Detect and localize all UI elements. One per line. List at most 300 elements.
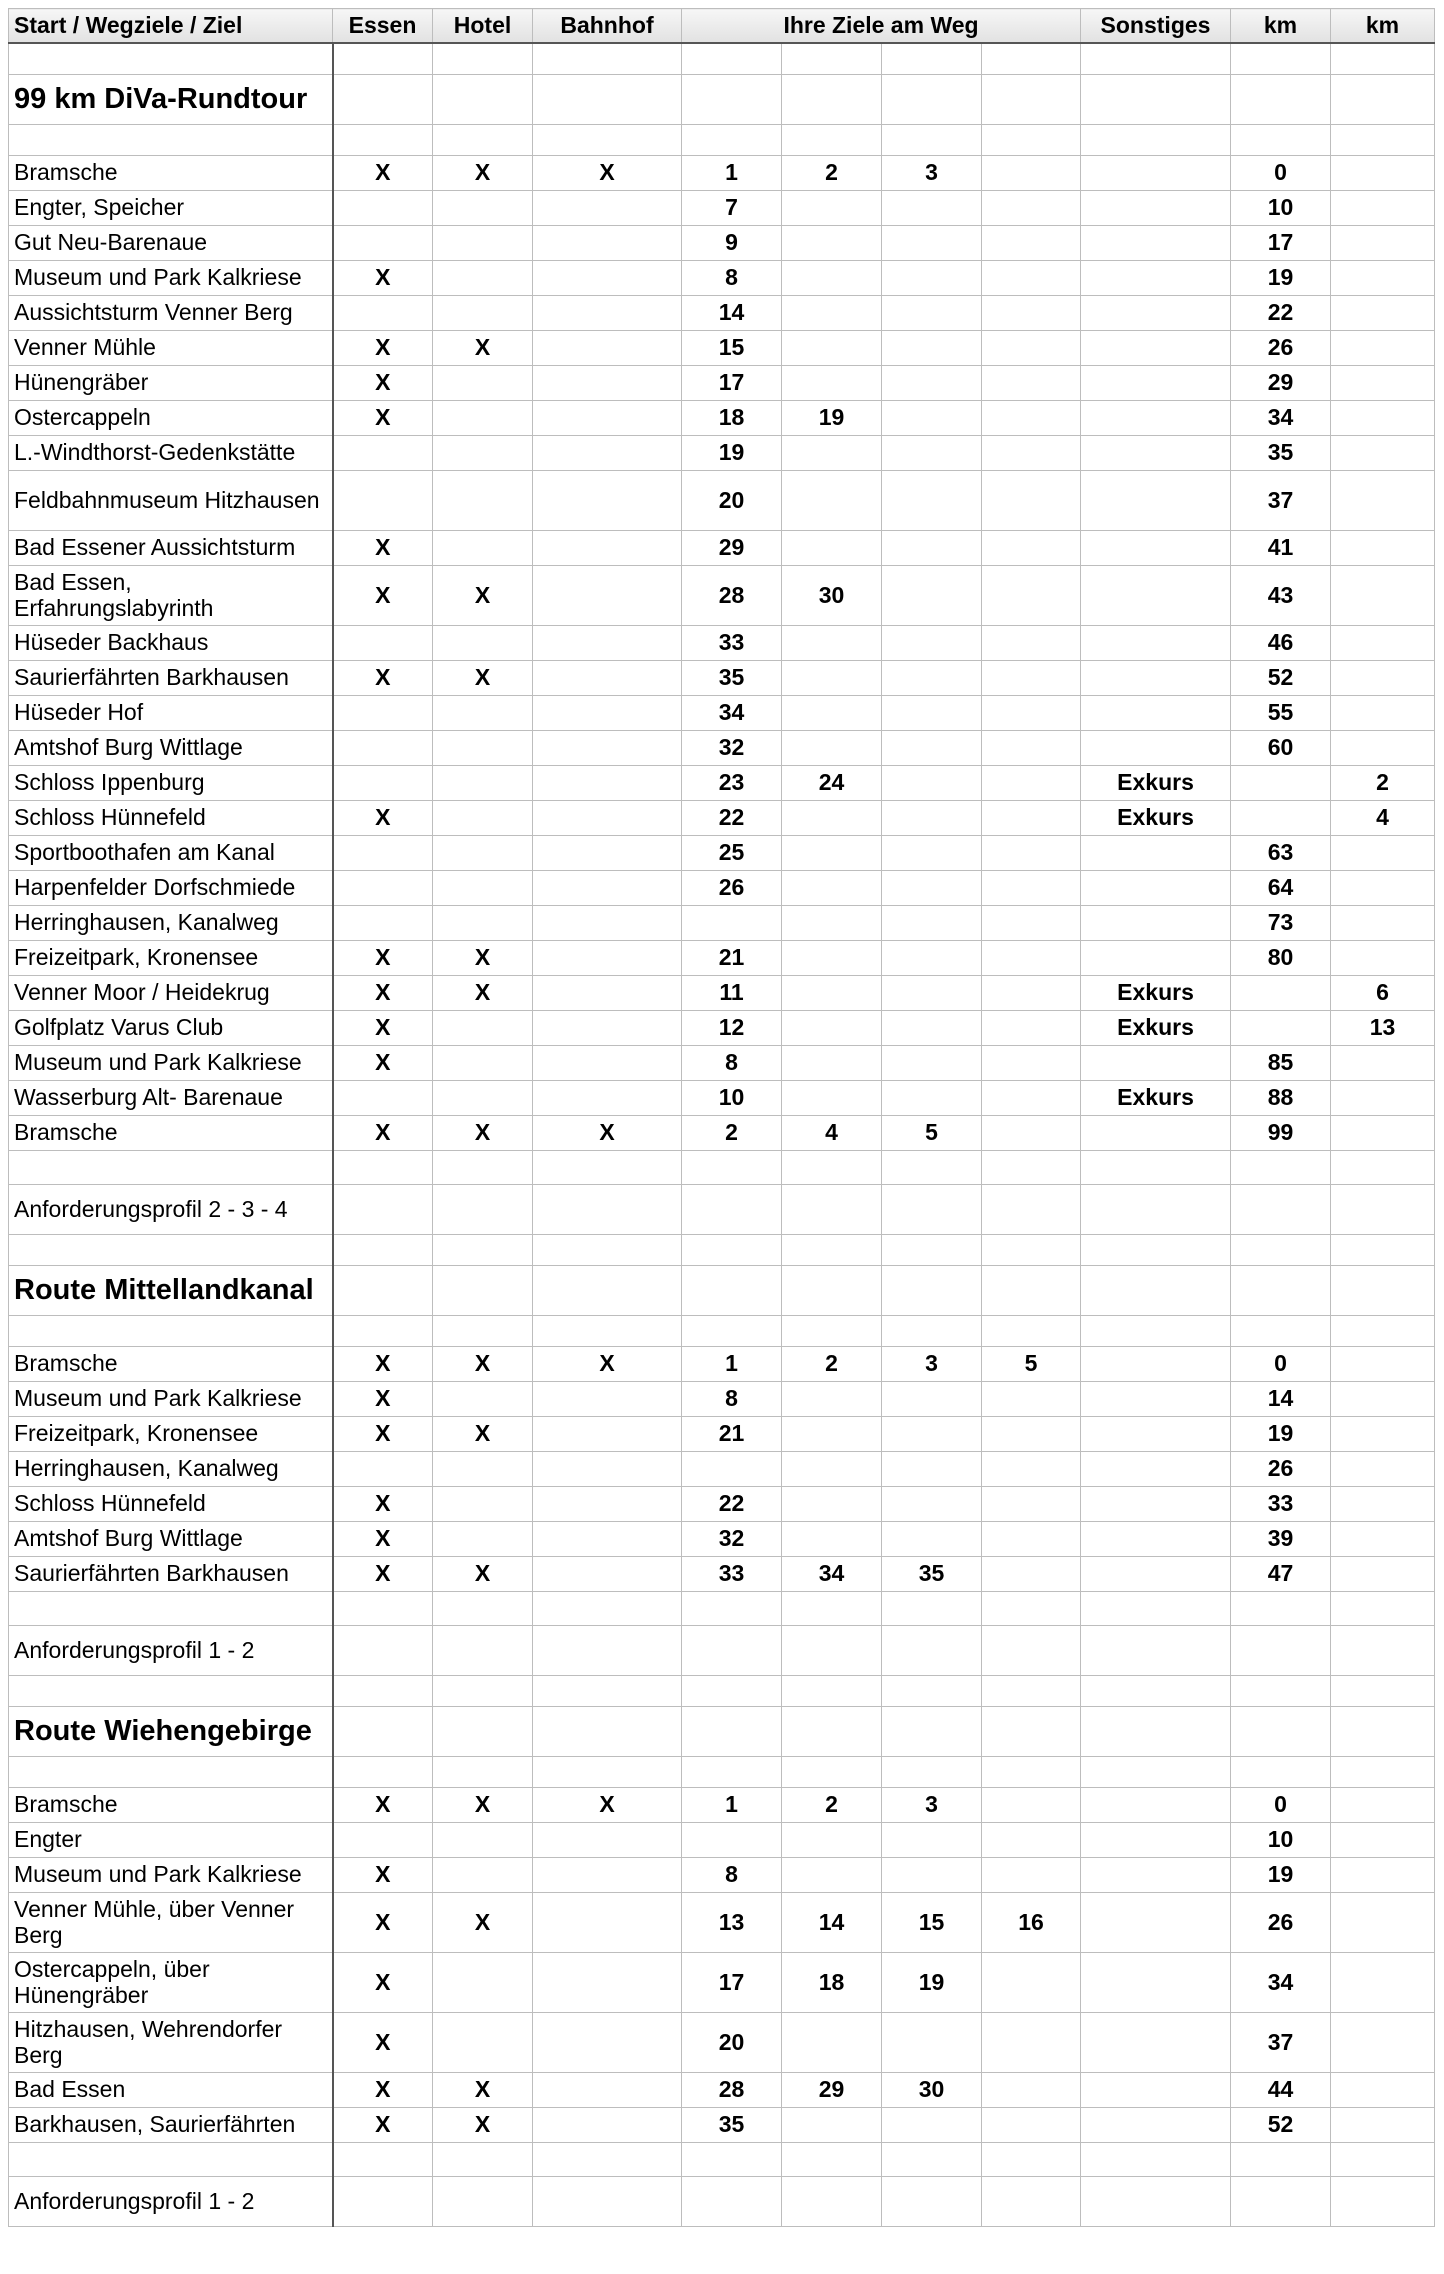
bahnhof-cell[interactable] — [533, 1010, 682, 1045]
empty-cell[interactable] — [682, 1315, 782, 1346]
profile-label[interactable]: Anforderungsprofil 2 - 3 - 4 — [9, 1184, 333, 1234]
name-cell[interactable] — [9, 1675, 333, 1706]
bahnhof-cell[interactable] — [533, 975, 682, 1010]
ziel-cell[interactable] — [782, 1822, 882, 1857]
essen-cell[interactable] — [333, 1822, 433, 1857]
empty-cell[interactable] — [1231, 1675, 1331, 1706]
hotel-cell[interactable] — [433, 2012, 533, 2072]
ziel-cell[interactable] — [982, 1857, 1081, 1892]
hotel-cell[interactable]: X — [433, 2072, 533, 2107]
place-name[interactable]: Schloss Hünnefeld — [9, 1486, 333, 1521]
ziel-cell[interactable] — [882, 1010, 982, 1045]
km-cell[interactable]: 19 — [1231, 260, 1331, 295]
bahnhof-cell[interactable] — [533, 1080, 682, 1115]
empty-cell[interactable] — [1231, 74, 1331, 124]
km-cell[interactable]: 19 — [1231, 1857, 1331, 1892]
name-cell[interactable] — [9, 1315, 333, 1346]
empty-cell[interactable] — [1081, 1591, 1231, 1625]
sonstiges-cell[interactable] — [1081, 1115, 1231, 1150]
essen-cell[interactable] — [333, 1451, 433, 1486]
ziel-cell[interactable]: 8 — [682, 260, 782, 295]
km-exkurs-cell[interactable] — [1331, 1381, 1435, 1416]
hotel-cell[interactable] — [433, 1010, 533, 1045]
empty-cell[interactable] — [882, 124, 982, 155]
sonstiges-cell[interactable] — [1081, 530, 1231, 565]
hotel-cell[interactable]: X — [433, 1892, 533, 1952]
hotel-cell[interactable] — [433, 530, 533, 565]
empty-cell[interactable] — [1331, 1706, 1435, 1756]
empty-cell[interactable] — [333, 1265, 433, 1315]
ziel-cell[interactable] — [882, 1486, 982, 1521]
km-cell[interactable]: 47 — [1231, 1556, 1331, 1591]
place-name[interactable]: Venner Mühle — [9, 330, 333, 365]
empty-cell[interactable] — [782, 1675, 882, 1706]
bahnhof-cell[interactable] — [533, 530, 682, 565]
ziel-cell[interactable]: 1 — [682, 1787, 782, 1822]
km-exkurs-cell[interactable] — [1331, 1822, 1435, 1857]
essen-cell[interactable]: X — [333, 530, 433, 565]
place-name[interactable]: Herringhausen, Kanalweg — [9, 1451, 333, 1486]
empty-cell[interactable] — [1231, 1150, 1331, 1184]
empty-cell[interactable] — [1331, 1234, 1435, 1265]
profile-label[interactable]: Anforderungsprofil 1 - 2 — [9, 2176, 333, 2226]
name-cell[interactable] — [9, 2142, 333, 2176]
place-name[interactable]: Museum und Park Kalkriese — [9, 1045, 333, 1080]
hotel-cell[interactable]: X — [433, 565, 533, 625]
empty-cell[interactable] — [1081, 124, 1231, 155]
bahnhof-cell[interactable] — [533, 1486, 682, 1521]
place-name[interactable]: Museum und Park Kalkriese — [9, 260, 333, 295]
ziel-cell[interactable]: 2 — [682, 1115, 782, 1150]
empty-cell[interactable] — [682, 1591, 782, 1625]
bahnhof-cell[interactable] — [533, 260, 682, 295]
hotel-cell[interactable] — [433, 1521, 533, 1556]
ziel-cell[interactable] — [682, 905, 782, 940]
sonstiges-cell[interactable] — [1081, 190, 1231, 225]
empty-cell[interactable] — [1081, 74, 1231, 124]
name-cell[interactable] — [9, 1756, 333, 1787]
empty-cell[interactable] — [1081, 1706, 1231, 1756]
empty-cell[interactable] — [1081, 1265, 1231, 1315]
empty-cell[interactable] — [882, 1591, 982, 1625]
place-name[interactable]: Hüseder Backhaus — [9, 625, 333, 660]
ziel-cell[interactable] — [982, 765, 1081, 800]
hotel-cell[interactable] — [433, 435, 533, 470]
ziel-cell[interactable] — [782, 225, 882, 260]
ziel-cell[interactable]: 14 — [682, 295, 782, 330]
empty-cell[interactable] — [1231, 2176, 1331, 2226]
km-exkurs-cell[interactable] — [1331, 870, 1435, 905]
empty-cell[interactable] — [782, 1591, 882, 1625]
essen-cell[interactable]: X — [333, 1486, 433, 1521]
hotel-cell[interactable] — [433, 190, 533, 225]
place-name[interactable]: Freizeitpark, Kronensee — [9, 940, 333, 975]
empty-cell[interactable] — [682, 2142, 782, 2176]
km-exkurs-cell[interactable]: 4 — [1331, 800, 1435, 835]
empty-cell[interactable] — [533, 1234, 682, 1265]
km-cell[interactable]: 85 — [1231, 1045, 1331, 1080]
place-name[interactable]: Schloss Ippenburg — [9, 765, 333, 800]
bahnhof-cell[interactable] — [533, 765, 682, 800]
sonstiges-cell[interactable] — [1081, 940, 1231, 975]
ziel-cell[interactable] — [982, 365, 1081, 400]
ziel-cell[interactable]: 15 — [882, 1892, 982, 1952]
ziel-cell[interactable] — [982, 435, 1081, 470]
place-name[interactable]: Venner Mühle, über Venner Berg — [9, 1892, 333, 1952]
place-name[interactable]: Hünengräber — [9, 365, 333, 400]
km-exkurs-cell[interactable] — [1331, 565, 1435, 625]
ziel-cell[interactable] — [882, 870, 982, 905]
ziel-cell[interactable]: 32 — [682, 1521, 782, 1556]
empty-cell[interactable] — [533, 43, 682, 74]
empty-cell[interactable] — [1231, 1265, 1331, 1315]
ziel-cell[interactable] — [882, 330, 982, 365]
sonstiges-cell[interactable] — [1081, 1045, 1231, 1080]
empty-cell[interactable] — [882, 1184, 982, 1234]
sonstiges-cell[interactable] — [1081, 1521, 1231, 1556]
empty-cell[interactable] — [982, 2142, 1081, 2176]
essen-cell[interactable]: X — [333, 1010, 433, 1045]
ziel-cell[interactable]: 25 — [682, 835, 782, 870]
ziel-cell[interactable]: 3 — [882, 1787, 982, 1822]
km-exkurs-cell[interactable] — [1331, 190, 1435, 225]
place-name[interactable]: Museum und Park Kalkriese — [9, 1381, 333, 1416]
empty-cell[interactable] — [682, 1756, 782, 1787]
ziel-cell[interactable]: 33 — [682, 1556, 782, 1591]
km-exkurs-cell[interactable] — [1331, 365, 1435, 400]
empty-cell[interactable] — [882, 2176, 982, 2226]
bahnhof-cell[interactable] — [533, 2072, 682, 2107]
empty-cell[interactable] — [882, 1265, 982, 1315]
ziel-cell[interactable] — [982, 400, 1081, 435]
empty-cell[interactable] — [882, 1150, 982, 1184]
km-cell[interactable]: 60 — [1231, 730, 1331, 765]
ziel-cell[interactable] — [882, 730, 982, 765]
place-name[interactable]: Bramsche — [9, 1787, 333, 1822]
name-cell[interactable] — [9, 1150, 333, 1184]
header-bahnhof[interactable]: Bahnhof — [533, 9, 682, 44]
ziel-cell[interactable] — [882, 1080, 982, 1115]
place-name[interactable]: Bad Essen — [9, 2072, 333, 2107]
essen-cell[interactable]: X — [333, 155, 433, 190]
ziel-cell[interactable] — [982, 695, 1081, 730]
empty-cell[interactable] — [882, 1234, 982, 1265]
ziel-cell[interactable] — [982, 260, 1081, 295]
empty-cell[interactable] — [333, 1234, 433, 1265]
empty-cell[interactable] — [1231, 1234, 1331, 1265]
sonstiges-cell[interactable] — [1081, 155, 1231, 190]
section-title[interactable]: 99 km DiVa-Rundtour — [9, 74, 333, 124]
ziel-cell[interactable] — [782, 365, 882, 400]
sonstiges-cell[interactable] — [1081, 260, 1231, 295]
hotel-cell[interactable] — [433, 695, 533, 730]
hotel-cell[interactable]: X — [433, 2107, 533, 2142]
empty-cell[interactable] — [1331, 1591, 1435, 1625]
ziel-cell[interactable]: 17 — [682, 365, 782, 400]
ziel-cell[interactable]: 4 — [782, 1115, 882, 1150]
ziel-cell[interactable]: 8 — [682, 1381, 782, 1416]
place-name[interactable]: Museum und Park Kalkriese — [9, 1857, 333, 1892]
bahnhof-cell[interactable] — [533, 1416, 682, 1451]
header-sonstiges[interactable]: Sonstiges — [1081, 9, 1231, 44]
empty-cell[interactable] — [1231, 43, 1331, 74]
empty-cell[interactable] — [1081, 1150, 1231, 1184]
hotel-cell[interactable]: X — [433, 975, 533, 1010]
empty-cell[interactable] — [433, 1756, 533, 1787]
ziel-cell[interactable]: 20 — [682, 2012, 782, 2072]
sonstiges-cell[interactable] — [1081, 565, 1231, 625]
essen-cell[interactable]: X — [333, 1521, 433, 1556]
empty-cell[interactable] — [433, 1675, 533, 1706]
bahnhof-cell[interactable]: X — [533, 1115, 682, 1150]
bahnhof-cell[interactable] — [533, 1892, 682, 1952]
empty-cell[interactable] — [533, 1675, 682, 1706]
km-exkurs-cell[interactable] — [1331, 1451, 1435, 1486]
place-name[interactable]: Ostercappeln — [9, 400, 333, 435]
ziel-cell[interactable]: 35 — [682, 2107, 782, 2142]
ziel-cell[interactable] — [782, 695, 882, 730]
km-cell[interactable] — [1231, 975, 1331, 1010]
km-cell[interactable]: 52 — [1231, 660, 1331, 695]
km-exkurs-cell[interactable] — [1331, 660, 1435, 695]
essen-cell[interactable]: X — [333, 2107, 433, 2142]
bahnhof-cell[interactable] — [533, 1521, 682, 1556]
ziel-cell[interactable] — [982, 1521, 1081, 1556]
empty-cell[interactable] — [433, 1315, 533, 1346]
hotel-cell[interactable] — [433, 400, 533, 435]
ziel-cell[interactable] — [782, 2012, 882, 2072]
sonstiges-cell[interactable] — [1081, 870, 1231, 905]
empty-cell[interactable] — [1231, 124, 1331, 155]
name-cell[interactable] — [9, 124, 333, 155]
empty-cell[interactable] — [782, 43, 882, 74]
ziel-cell[interactable] — [882, 400, 982, 435]
empty-cell[interactable] — [1081, 1315, 1231, 1346]
empty-cell[interactable] — [1331, 1756, 1435, 1787]
ziel-cell[interactable] — [982, 1451, 1081, 1486]
km-cell[interactable]: 26 — [1231, 1451, 1331, 1486]
ziel-cell[interactable] — [982, 2012, 1081, 2072]
empty-cell[interactable] — [333, 1625, 433, 1675]
ziel-cell[interactable] — [982, 870, 1081, 905]
sonstiges-cell[interactable]: Exkurs — [1081, 1080, 1231, 1115]
empty-cell[interactable] — [982, 1265, 1081, 1315]
km-exkurs-cell[interactable] — [1331, 1787, 1435, 1822]
empty-cell[interactable] — [433, 1591, 533, 1625]
empty-cell[interactable] — [533, 2176, 682, 2226]
ziel-cell[interactable]: 19 — [682, 435, 782, 470]
essen-cell[interactable]: X — [333, 2072, 433, 2107]
ziel-cell[interactable] — [982, 1115, 1081, 1150]
empty-cell[interactable] — [782, 1625, 882, 1675]
ziel-cell[interactable] — [782, 660, 882, 695]
section-title[interactable]: Route Wiehengebirge — [9, 1706, 333, 1756]
km-cell[interactable]: 37 — [1231, 470, 1331, 530]
empty-cell[interactable] — [982, 1675, 1081, 1706]
km-cell[interactable] — [1231, 800, 1331, 835]
sonstiges-cell[interactable] — [1081, 1892, 1231, 1952]
ziel-cell[interactable] — [882, 1521, 982, 1556]
empty-cell[interactable] — [1081, 2142, 1231, 2176]
hotel-cell[interactable]: X — [433, 155, 533, 190]
empty-cell[interactable] — [333, 1756, 433, 1787]
essen-cell[interactable]: X — [333, 800, 433, 835]
ziel-cell[interactable] — [882, 295, 982, 330]
km-cell[interactable]: 26 — [1231, 1892, 1331, 1952]
place-name[interactable]: Ostercappeln, über Hünengräber — [9, 1952, 333, 2012]
ziel-cell[interactable]: 24 — [782, 765, 882, 800]
empty-cell[interactable] — [682, 43, 782, 74]
empty-cell[interactable] — [1231, 1315, 1331, 1346]
empty-cell[interactable] — [982, 2176, 1081, 2226]
ziel-cell[interactable]: 5 — [882, 1115, 982, 1150]
sonstiges-cell[interactable] — [1081, 1416, 1231, 1451]
place-name[interactable]: Bad Essen, Erfahrungslabyrinth — [9, 565, 333, 625]
ziel-cell[interactable] — [982, 1010, 1081, 1045]
ziel-cell[interactable] — [982, 975, 1081, 1010]
empty-cell[interactable] — [1081, 1234, 1231, 1265]
hotel-cell[interactable] — [433, 1381, 533, 1416]
empty-cell[interactable] — [533, 1591, 682, 1625]
empty-cell[interactable] — [433, 1184, 533, 1234]
empty-cell[interactable] — [782, 1315, 882, 1346]
place-name[interactable]: Wasserburg Alt- Barenaue — [9, 1080, 333, 1115]
empty-cell[interactable] — [533, 1184, 682, 1234]
sonstiges-cell[interactable] — [1081, 1787, 1231, 1822]
bahnhof-cell[interactable] — [533, 1451, 682, 1486]
place-name[interactable]: L.-Windthorst-Gedenkstätte — [9, 435, 333, 470]
header-hotel[interactable]: Hotel — [433, 9, 533, 44]
empty-cell[interactable] — [533, 1625, 682, 1675]
empty-cell[interactable] — [533, 1706, 682, 1756]
km-cell[interactable]: 19 — [1231, 1416, 1331, 1451]
ziel-cell[interactable]: 20 — [682, 470, 782, 530]
km-exkurs-cell[interactable] — [1331, 155, 1435, 190]
bahnhof-cell[interactable] — [533, 730, 682, 765]
ziel-cell[interactable] — [982, 1381, 1081, 1416]
place-name[interactable]: Gut Neu-Barenaue — [9, 225, 333, 260]
ziel-cell[interactable] — [782, 870, 882, 905]
ziel-cell[interactable] — [882, 940, 982, 975]
km-exkurs-cell[interactable] — [1331, 260, 1435, 295]
ziel-cell[interactable] — [982, 2107, 1081, 2142]
ziel-cell[interactable] — [882, 1822, 982, 1857]
place-name[interactable]: Feldbahnmuseum Hitzhausen — [9, 470, 333, 530]
ziel-cell[interactable] — [882, 1381, 982, 1416]
km-cell[interactable]: 34 — [1231, 1952, 1331, 2012]
essen-cell[interactable] — [333, 625, 433, 660]
ziel-cell[interactable] — [682, 1451, 782, 1486]
ziel-cell[interactable] — [982, 800, 1081, 835]
name-cell[interactable] — [9, 1591, 333, 1625]
bahnhof-cell[interactable] — [533, 1857, 682, 1892]
sonstiges-cell[interactable] — [1081, 1822, 1231, 1857]
empty-cell[interactable] — [782, 1184, 882, 1234]
bahnhof-cell[interactable] — [533, 695, 682, 730]
empty-cell[interactable] — [433, 2142, 533, 2176]
ziel-cell[interactable] — [882, 2012, 982, 2072]
essen-cell[interactable]: X — [333, 365, 433, 400]
ziel-cell[interactable] — [882, 1045, 982, 1080]
bahnhof-cell[interactable] — [533, 660, 682, 695]
essen-cell[interactable]: X — [333, 260, 433, 295]
essen-cell[interactable] — [333, 835, 433, 870]
km-cell[interactable]: 14 — [1231, 1381, 1331, 1416]
ziel-cell[interactable] — [982, 1486, 1081, 1521]
sonstiges-cell[interactable]: Exkurs — [1081, 765, 1231, 800]
essen-cell[interactable] — [333, 730, 433, 765]
km-exkurs-cell[interactable] — [1331, 2107, 1435, 2142]
ziel-cell[interactable]: 29 — [682, 530, 782, 565]
ziel-cell[interactable] — [782, 905, 882, 940]
ziel-cell[interactable] — [982, 155, 1081, 190]
empty-cell[interactable] — [682, 1150, 782, 1184]
km-exkurs-cell[interactable]: 6 — [1331, 975, 1435, 1010]
place-name[interactable]: Herringhausen, Kanalweg — [9, 905, 333, 940]
ziel-cell[interactable] — [782, 730, 882, 765]
km-exkurs-cell[interactable] — [1331, 905, 1435, 940]
km-exkurs-cell[interactable]: 13 — [1331, 1010, 1435, 1045]
empty-cell[interactable] — [433, 1234, 533, 1265]
essen-cell[interactable]: X — [333, 1045, 433, 1080]
empty-cell[interactable] — [1331, 1265, 1435, 1315]
bahnhof-cell[interactable] — [533, 800, 682, 835]
bahnhof-cell[interactable] — [533, 470, 682, 530]
ziel-cell[interactable] — [982, 660, 1081, 695]
sonstiges-cell[interactable] — [1081, 905, 1231, 940]
ziel-cell[interactable] — [782, 260, 882, 295]
essen-cell[interactable] — [333, 470, 433, 530]
place-name[interactable]: Sportboothafen am Kanal — [9, 835, 333, 870]
ziel-cell[interactable] — [782, 1080, 882, 1115]
empty-cell[interactable] — [682, 1184, 782, 1234]
ziel-cell[interactable]: 19 — [882, 1952, 982, 2012]
km-exkurs-cell[interactable]: 2 — [1331, 765, 1435, 800]
ziel-cell[interactable] — [782, 1521, 882, 1556]
hotel-cell[interactable]: X — [433, 940, 533, 975]
km-cell[interactable]: 26 — [1231, 330, 1331, 365]
sonstiges-cell[interactable] — [1081, 625, 1231, 660]
sonstiges-cell[interactable] — [1081, 1346, 1231, 1381]
essen-cell[interactable]: X — [333, 1556, 433, 1591]
hotel-cell[interactable] — [433, 870, 533, 905]
essen-cell[interactable]: X — [333, 2012, 433, 2072]
bahnhof-cell[interactable] — [533, 1381, 682, 1416]
ziel-cell[interactable] — [782, 1010, 882, 1045]
sonstiges-cell[interactable] — [1081, 1451, 1231, 1486]
empty-cell[interactable] — [682, 1675, 782, 1706]
sonstiges-cell[interactable] — [1081, 660, 1231, 695]
empty-cell[interactable] — [682, 124, 782, 155]
ziel-cell[interactable]: 29 — [782, 2072, 882, 2107]
km-cell[interactable]: 10 — [1231, 190, 1331, 225]
place-name[interactable]: Hüseder Hof — [9, 695, 333, 730]
sonstiges-cell[interactable] — [1081, 835, 1231, 870]
sonstiges-cell[interactable] — [1081, 435, 1231, 470]
ziel-cell[interactable]: 16 — [982, 1892, 1081, 1952]
place-name[interactable]: Bramsche — [9, 1346, 333, 1381]
empty-cell[interactable] — [782, 74, 882, 124]
sonstiges-cell[interactable] — [1081, 330, 1231, 365]
empty-cell[interactable] — [433, 1706, 533, 1756]
empty-cell[interactable] — [682, 1234, 782, 1265]
km-cell[interactable]: 33 — [1231, 1486, 1331, 1521]
ziel-cell[interactable] — [982, 835, 1081, 870]
ziel-cell[interactable] — [982, 190, 1081, 225]
empty-cell[interactable] — [782, 1756, 882, 1787]
empty-cell[interactable] — [533, 2142, 682, 2176]
essen-cell[interactable]: X — [333, 1416, 433, 1451]
